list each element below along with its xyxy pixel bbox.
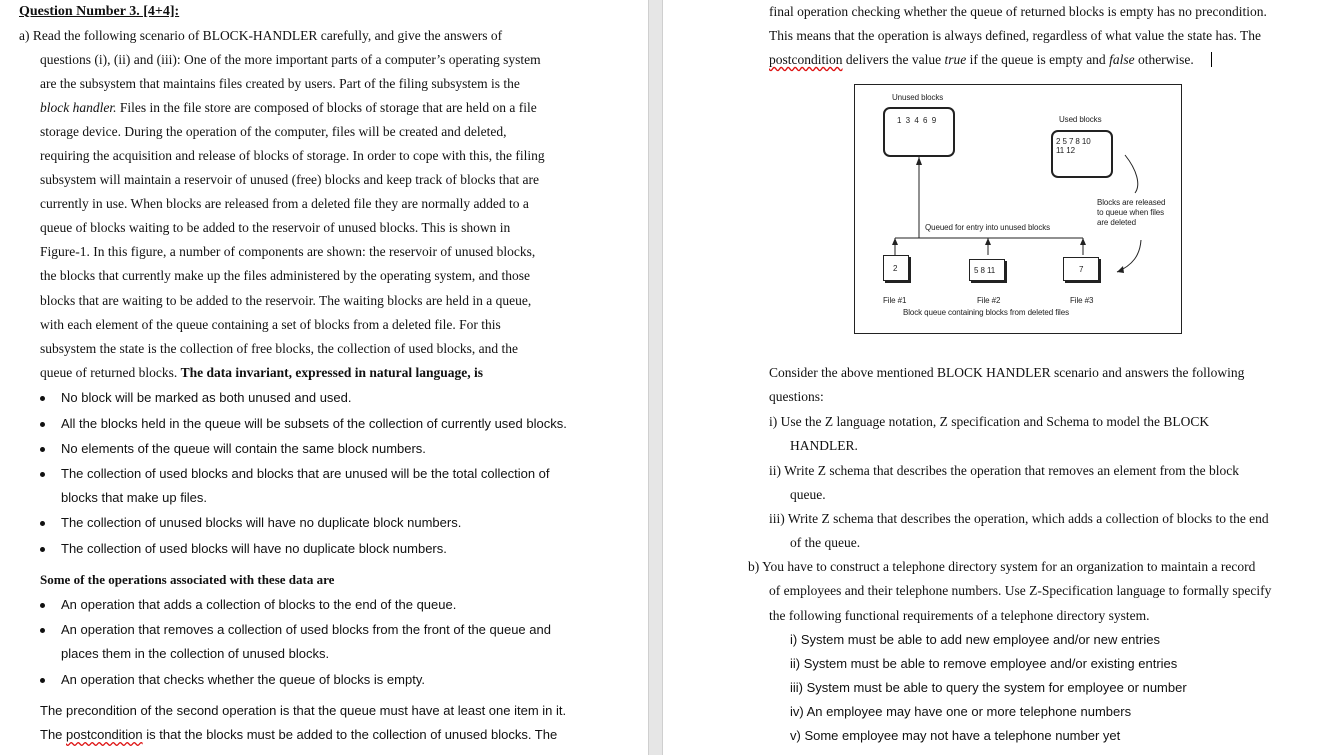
consider-line-2: questions: xyxy=(769,389,824,404)
bullet-dot xyxy=(40,396,45,401)
question-i: i) Use the Z language notation, Z specification and Schema to model the BLOCK xyxy=(769,414,1210,429)
file-2-value: 5 8 11 xyxy=(974,266,996,275)
question-ii: ii) Write Z schema that describes the operation that removes an element from the block xyxy=(769,463,1240,478)
file-1-label: File #1 xyxy=(883,296,907,305)
intro-line-1-text: a) Read the following scenario of BLOCK-HANDLER carefully, and give the answers of xyxy=(19,28,503,43)
invariant-item: No elements of the queue will contain the same block numbers. xyxy=(61,441,426,456)
text-cursor xyxy=(1211,52,1212,67)
intro-line-3: are the subsystem that maintains files created by users. Part of the filing subsystem is the xyxy=(40,76,520,91)
precondition-line: The precondition of the second operation is that the queue must have at least one item in it. xyxy=(40,703,567,718)
para-line-10: subsystem the state is the collection of free blocks, the collection of used blocks, and the xyxy=(40,341,518,356)
bullet-dot xyxy=(40,678,45,683)
release-note-3: are deleted xyxy=(1097,218,1136,227)
post-b: is that the blocks must be added to the collection of unused blocks. The xyxy=(142,727,558,742)
invariant-intro xyxy=(40,365,483,381)
part-b-line-2: of employees and their telephone numbers. Use Z-Specification language to formally specify xyxy=(769,583,1272,598)
bullet-dot xyxy=(40,547,45,552)
para-line-6: Figure-1. In this figure, a number of components are shown: the reservoir of unused blocks, xyxy=(40,244,536,259)
operation-item: An operation that removes a collection of used blocks from the front of the queue and xyxy=(61,622,551,637)
value-false: false xyxy=(1109,52,1135,67)
invariant-heading: The data invariant, expressed in natural language, is xyxy=(180,365,483,380)
figure-caption: Block queue containing blocks from deleted files xyxy=(903,308,1069,317)
question-ii-cont: queue. xyxy=(790,487,826,502)
operation-item-cont: places them in the collection of unused blocks. xyxy=(61,646,330,661)
used-blocks-values-1: 2 5 7 8 10 xyxy=(1056,137,1091,146)
requirement-item: v) Some employee may not have a telephone number yet xyxy=(790,728,1121,743)
left-page xyxy=(0,0,648,755)
para-line-2: requiring the acquisition and release of blocks of storage. In order to cope with this, the filing xyxy=(40,148,545,163)
used-blocks-values-2: 11 12 xyxy=(1056,146,1075,155)
queue-label: Queued for entry into unused blocks xyxy=(925,223,1051,232)
operation-item: An operation that checks whether the queue of blocks is empty. xyxy=(61,672,425,687)
consider-line-1: Consider the above mentioned BLOCK HANDLER scenario and answers the following xyxy=(769,365,1245,380)
intro-line-2: questions (i), (ii) and (iii): One of the more important parts of a computer’s operating system xyxy=(40,52,541,67)
post-a: The xyxy=(40,727,67,742)
page-gutter xyxy=(648,0,663,755)
para-line-9: with each element of the queue containing a set of blocks from a deleted file. For this xyxy=(40,317,501,332)
invariant-item: No block will be marked as both unused and used. xyxy=(61,390,352,405)
unused-blocks-values: 1 3 4 6 9 xyxy=(897,116,938,125)
operation-item: An operation that adds a collection of blocks to the end of the queue. xyxy=(61,597,457,612)
release-note-2: to queue when files xyxy=(1097,208,1165,217)
bullet-dot xyxy=(40,472,45,477)
invariant-item: The collection of unused blocks will have no duplicate block numbers. xyxy=(61,515,462,530)
bullet-dot xyxy=(40,521,45,526)
invariant-lead: queue of returned blocks. xyxy=(40,365,181,380)
file-3-label: File #3 xyxy=(1070,296,1094,305)
bullet-dot xyxy=(40,603,45,608)
question-heading: Question Number 3. [4+4]: xyxy=(19,4,180,19)
file-2-label: File #2 xyxy=(977,296,1001,305)
release-note-1: Blocks are released xyxy=(1097,198,1166,207)
question-iii: iii) Write Z schema that describes the operation, which adds a collection of blocks to the end xyxy=(769,511,1269,526)
spell-flag-postcondition[interactable]: postcondition xyxy=(769,52,843,67)
right-line-3 xyxy=(769,52,1194,68)
para-line-7: the blocks that currently make up the files administered by the operating system, and those xyxy=(40,268,530,283)
value-true: true xyxy=(944,52,967,67)
file-2-box xyxy=(969,259,1005,281)
bullet-dot xyxy=(40,447,45,452)
para-line-4: currently in use. When blocks are released from a deleted file they are normally added to a xyxy=(40,196,529,211)
invariant-item: The collection of used blocks will have no duplicate block numbers. xyxy=(61,541,447,556)
question-iii-cont: of the queue. xyxy=(790,535,861,550)
intro-line-1 xyxy=(19,28,565,44)
operations-heading: Some of the operations associated with these data are xyxy=(40,572,335,587)
requirement-item: ii) System must be able to remove employee and/or existing entries xyxy=(790,656,1178,671)
right-page xyxy=(663,0,1342,755)
bullet-dot xyxy=(40,628,45,633)
spell-flag-postcondition[interactable]: postcondition xyxy=(66,727,143,742)
para-line-3: subsystem will maintain a reservoir of unused (free) blocks and keep track of blocks that are xyxy=(40,172,539,187)
right-line-2: This means that the operation is always defined, regardless of what value the state has. The xyxy=(769,28,1261,43)
invariant-item: The collection of used blocks and blocks that are unused will be the total collection of xyxy=(61,466,550,481)
file-1-value: 2 xyxy=(893,264,898,273)
para-line-5: queue of blocks waiting to be added to the reservoir of unused blocks. This is shown in xyxy=(40,220,511,235)
para-line-1: storage device. During the operation of the computer, files will be created and deleted, xyxy=(40,124,507,139)
question-i-cont: HANDLER. xyxy=(790,438,858,453)
post-rest-a: delivers the value xyxy=(842,52,945,67)
requirement-item: iii) System must be able to query the system for employee or number xyxy=(790,680,1187,695)
invariant-item-cont: blocks that make up files. xyxy=(61,490,207,505)
bullet-dot xyxy=(40,422,45,427)
block-handler-figure xyxy=(854,84,1182,334)
post-rest-c: otherwise. xyxy=(1134,52,1194,67)
invariant-item: All the blocks held in the queue will be subsets of the collection of currently used blocks. xyxy=(61,416,567,431)
postcondition-line xyxy=(40,727,557,743)
intro-line-4-rest: Files in the file store are composed of blocks of storage that are held on a file xyxy=(116,100,537,115)
requirement-item: iv) An employee may have one or more telephone numbers xyxy=(790,704,1132,719)
part-b-line-1: b) You have to construct a telephone directory system for an organization to maintain a record xyxy=(748,559,1256,574)
requirement-item: i) System must be able to add new employee and/or new entries xyxy=(790,632,1160,647)
file-1-box xyxy=(883,255,909,281)
part-b-line-3: the following functional requirements of a telephone directory system. xyxy=(769,608,1150,623)
used-blocks-label: Used blocks xyxy=(1059,115,1102,124)
right-line-1: final operation checking whether the queue of returned blocks is empty has no precondition. xyxy=(769,4,1267,19)
file-3-value: 7 xyxy=(1079,265,1084,274)
intro-line-4 xyxy=(40,100,537,116)
file-3-box xyxy=(1063,257,1099,281)
block-handler-term: block handler. xyxy=(40,100,117,115)
para-line-8: blocks that are waiting to be added to the reservoir. The waiting blocks are held in a queue, xyxy=(40,293,532,308)
unused-blocks-label: Unused blocks xyxy=(892,93,944,102)
post-rest-b: if the queue is empty and xyxy=(966,52,1110,67)
